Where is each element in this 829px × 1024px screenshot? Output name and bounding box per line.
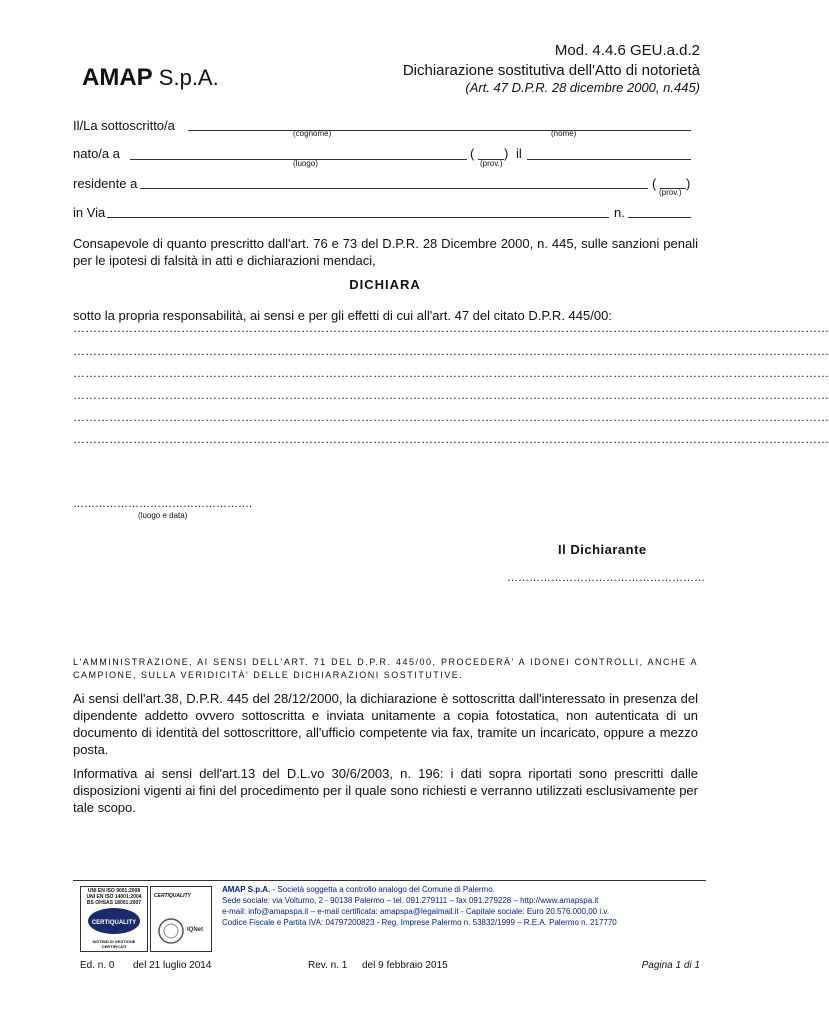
luogo-caption: (luogo) [293, 159, 318, 168]
consapevole-paragraph: Consapevole di quanto prescritto dall'art. 76 e 73 del D.P.R. 28 Dicembre 2000, n. 445, sulle sanzioni penali per le ipotesi di falsità in atti e dichiarazioni mendaci, [73, 236, 698, 268]
dichiara-heading: DICHIARA [349, 277, 421, 292]
cognome-caption: (cognome) [293, 129, 332, 138]
signature-field[interactable]: ……………………………………………… [507, 572, 705, 584]
paren-open: ( [470, 146, 475, 161]
il-label: il [516, 146, 522, 161]
footer-company-line [222, 884, 495, 895]
civic-number-field[interactable] [628, 217, 691, 218]
declaration-line-6[interactable]: ……………………………………………………………………………………………………………………………………………………………………… [73, 432, 829, 446]
cert-standard-3: BS OHSAS 18001:2007 [86, 900, 142, 906]
revision-number: Rev. n. 1 [308, 960, 348, 971]
company-logo-text [82, 64, 219, 92]
footer-fiscal: Codice Fiscale e Partita IVA: 04797200823 - Reg. Imprese Palermo n. 53832/1999 – R.E.A. Palermo n. 217770 [222, 918, 617, 927]
footer-divider [73, 880, 706, 881]
civic-number-label: n. [614, 205, 625, 220]
sotto-paragraph: sotto la propria responsabilità, ai sensi e per gli effetti di cui all'art. 47 del citato D.P.R. 445/00: [73, 308, 612, 323]
footer-address: Sede sociale: via Volturno, 2 - 90138 Palermo – tel. 091.279111 – fax 091.279228 – http://www.amapspa.it [222, 896, 599, 905]
edition-date: del 21 luglio 2014 [133, 960, 212, 971]
street-field[interactable] [107, 217, 609, 218]
dichiarante-label: Il Dichiarante [558, 542, 647, 557]
page-number: Pagina 1 di 1 [641, 960, 700, 971]
residence-field[interactable] [140, 188, 648, 189]
document-title: Dichiarazione sostitutiva dell'Atto di notorietà [402, 62, 700, 79]
module-code: Mod. 4.4.6 GEU.a.d.2 [554, 42, 700, 59]
cert-caption: SISTEMI DI GESTIONE CERTIFICATI [92, 939, 136, 949]
paren-close-2: ) [686, 176, 691, 191]
place-date-caption: (luogo e data) [138, 511, 188, 520]
cert-brand-side: CERTIQUALITY [154, 893, 191, 899]
paren-close: ) [504, 146, 509, 161]
certification-logo [80, 886, 210, 950]
place-date-field[interactable]: …………………………………………. [73, 498, 253, 510]
amministrazione-notice: L'AMMINISTRAZIONE, AI SENSI DELL'ART. 71 DEL D.P.R. 445/00, PROCEDERÀ' A IDONEI CONTROLLI, ANCHE A CAMPIONE, SULLA VERIDICITÀ' DELLE DICHIARAZIONI SOSTITUTIVE. [73, 657, 698, 680]
footer-company-desc: - Società soggetta a controllo analogo del Comune di Palermo. [270, 885, 495, 894]
art38-paragraph: Ai sensi dell'art.38, D.P.R. 445 del 28/12/2000, la dichiarazione è sottoscritta dall'interessato in presenza del dipendente addetto ovvero sottoscritta e inviata unitamente a copia fotostatica, non autenticata di un documento di identità del sottoscrittore, all'ufficio competente via fax, tramite un incaricato, oppure a mezzo posta. [73, 691, 698, 757]
declaration-line-1[interactable]: ……………………………………………………………………………………………………………………………………………………………………… [73, 321, 829, 335]
sottoscritto-label: Il/La sottoscritto/a [73, 118, 175, 133]
revision-date: del 9 febbraio 2015 [362, 960, 448, 971]
iqnet-seal-icon [157, 917, 185, 945]
prov-caption: (prov.) [480, 159, 503, 168]
footer-email: e-mail: info@amapspa.it – e-mail certificata: amapspa@legalmail.it - Capitale sociale: Euro 20.576.000,00 i.v. [222, 907, 609, 916]
footer-company-name: AMAP S.p.A. [222, 885, 271, 894]
cert-brand-text: CERTIQUALITY [91, 920, 137, 926]
cert-standard-1: UNI EN ISO 9001:2008 [87, 888, 141, 894]
legal-reference: (Art. 47 D.P.R. 28 dicembre 2000, n.445) [465, 80, 700, 95]
edition-number: Ed. n. 0 [80, 960, 115, 971]
declaration-line-5[interactable]: ……………………………………………………………………………………………………………………………………………………………………… [73, 410, 829, 424]
nome-caption: (nome) [551, 129, 577, 138]
nato-label: nato/a a [73, 146, 120, 161]
name-field[interactable] [188, 130, 691, 131]
declaration-line-2[interactable]: ……………………………………………………………………………………………………………………………………………………………………… [73, 344, 829, 358]
birthdate-field[interactable] [527, 159, 691, 160]
iqnet-label: IQNet [187, 927, 204, 933]
via-label: in Via [73, 205, 106, 220]
company-name-bold: AMAP [82, 64, 153, 91]
company-name-rest: S.p.A. [158, 65, 219, 90]
certiquality-seal-icon [81, 907, 147, 937]
declaration-line-3[interactable]: ……………………………………………………………………………………………………………………………………………………………………… [73, 366, 829, 380]
paren-open-2: ( [652, 176, 657, 191]
informativa-paragraph: Informativa ai sensi dell'art.13 del D.L.vo 30/6/2003, n. 196: i dati sopra riportati sono prescritti dalle disposizioni vigenti ai fini del procedimento per il quale sono richiesti e verranno utilizzati esclusivamente per tale scopo. [73, 766, 698, 815]
prov-caption-2: (prov.) [659, 188, 682, 197]
residente-label: residente a [73, 176, 138, 191]
declaration-line-4[interactable]: ……………………………………………………………………………………………………………………………………………………………………… [73, 388, 829, 402]
cert-standard-2: UNI EN ISO 14001:2004 [86, 894, 142, 900]
